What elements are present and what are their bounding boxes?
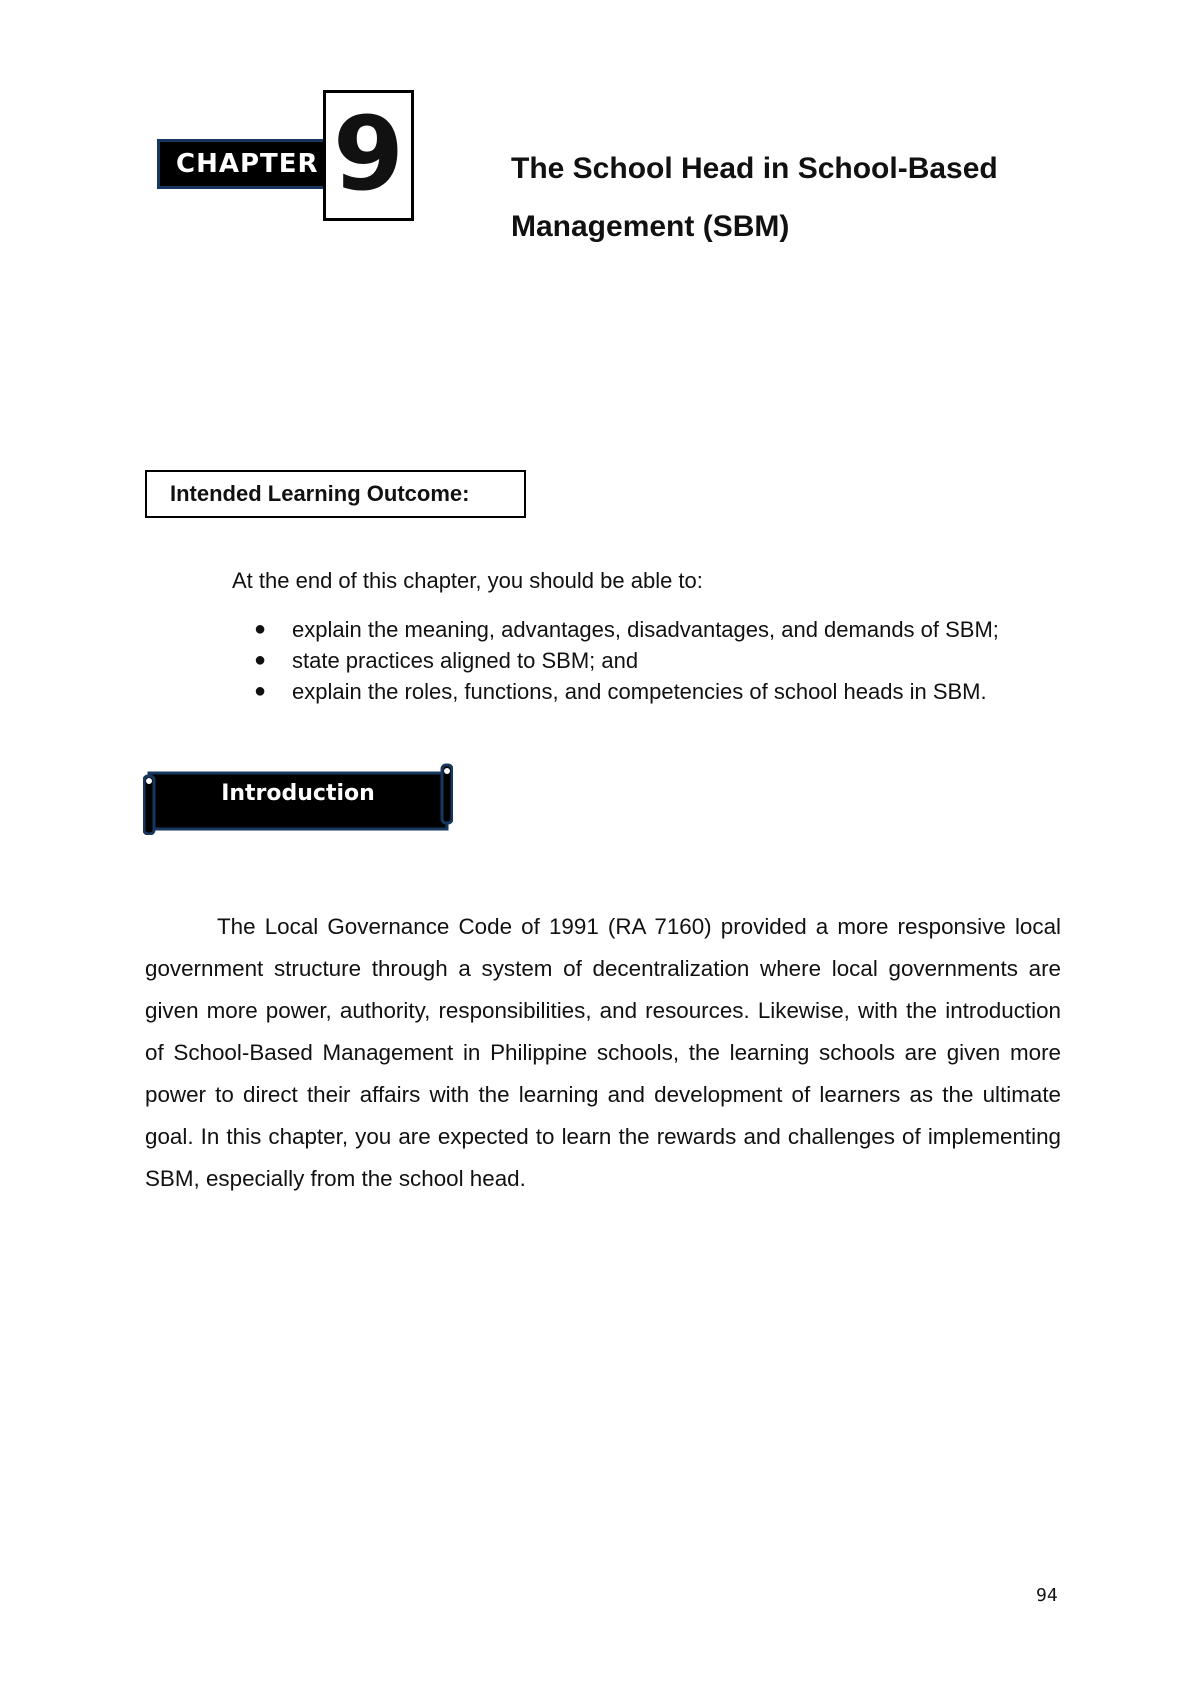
introduction-banner [143,763,453,835]
list-item-text: explain the meaning, advantages, disadvantages, and demands of SBM; [292,617,999,642]
learning-outcome-list [232,614,1092,707]
learning-outcome-lead: At the end of this chapter, you should be able to: [232,568,703,593]
list-item-text: state practices aligned to SBM; and [292,648,639,673]
bullet-icon: ● [254,649,267,671]
bullet-icon: ● [254,618,267,640]
chapter-title: The School Head in School-Based Management (SBM) [511,152,998,243]
bullet-icon: ● [254,680,267,702]
introduction-heading: Introduction [221,781,375,806]
learning-outcome-heading: Intended Learning Outcome: [145,470,526,518]
list-item-text: explain the roles, functions, and competencies of school heads in SBM. [292,679,987,704]
list-item [232,614,1092,645]
list-item [232,645,1092,676]
list-item [232,676,1092,707]
chapter-tag: CHAPTER [157,139,326,189]
page-number: 94 [1036,1585,1058,1606]
introduction-paragraph: The Local Governance Code of 1991 (RA 7160) provided a more responsive local government structure through a system of decentralization where local governments are given more power, authority, responsibilities, and resources. Likewise, with the introduction of School-Based Management in Philippine schools, the learning schools are given more power to direct their affairs with the learning and development of learners as the ultimate goal. In this chapter, you are expected to learn the rewards and challenges of implementing SBM, especially from the school head. [145,914,1061,1191]
chapter-number: 9 [323,90,414,221]
